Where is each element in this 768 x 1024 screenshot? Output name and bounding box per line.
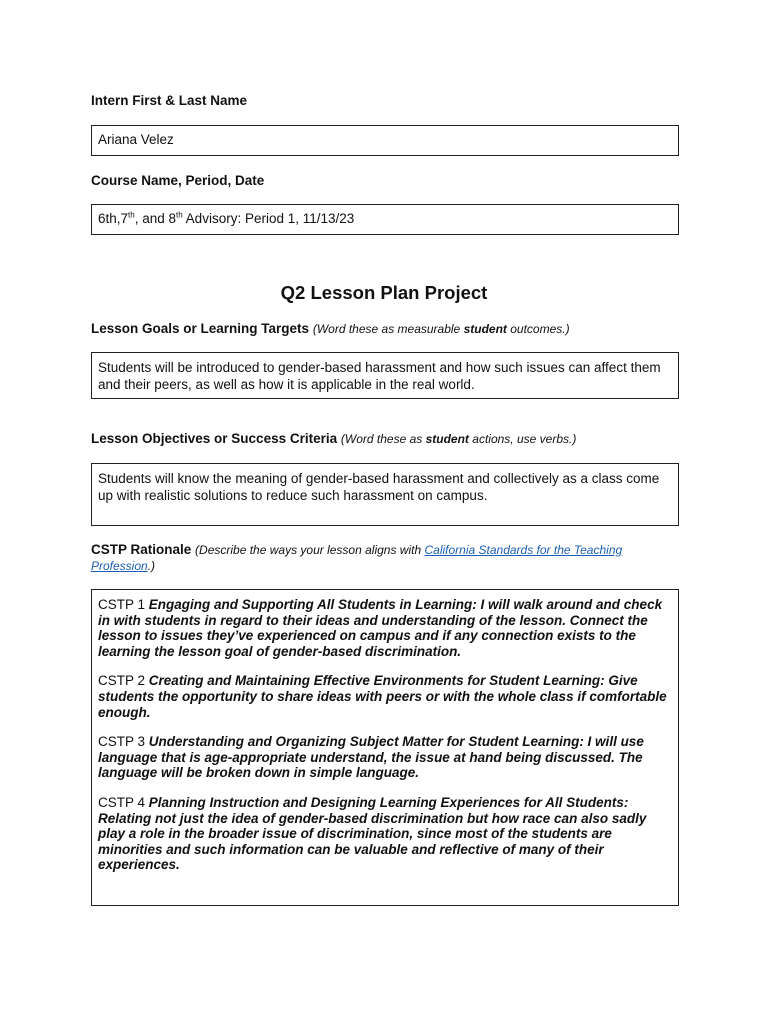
goals-field[interactable] [91, 352, 679, 399]
course-label: Course Name, Period, Date [91, 173, 265, 188]
cstp-item-1: CSTP 1 Engaging and Supporting All Students in Learning: I will walk around and check in with students in regard to their ideas and understanding of the lesson. Connect the lesson to issues they’ve experienced on campus and if any connection exists to the learning the lesson goal of gender-based discrimination. [98, 597, 663, 659]
objectives-value: Students will know the meaning of gender-based harassment and collectively as a class come up with realistic solutions to reduce such harassment on campus. [98, 471, 660, 503]
course-value: 6th,7th, and 8th Advisory: Period 1, 11/13/23 [98, 210, 355, 226]
cstp-item-2: CSTP 2 Creating and Maintaining Effective Environments for Student Learning: Give students the opportunity to share ideas with peers or with the whole class if comfortable enough. [98, 673, 667, 720]
objectives-label: Lesson Objectives or Success Criteria (Word these as student actions, use verbs.) [91, 431, 577, 446]
cstp-field[interactable] [91, 589, 679, 906]
objectives-field[interactable] [91, 463, 679, 526]
goals-value: Students will be introduced to gender-based harassment and how such issues can affect them and their peers, as well as how it is applicable in the real world. [98, 360, 661, 392]
page-title: Q2 Lesson Plan Project [280, 282, 488, 303]
cstp-label: CSTP Rationale (Describe the ways your lesson aligns with California Standards for the Teaching Profession.) [91, 542, 623, 573]
cstp-link[interactable]: California Standards for the Teaching Profession [91, 543, 623, 573]
cstp-item-4: CSTP 4 Planning Instruction and Designing Learning Experiences for All Students: Relating not just the idea of gender-based discrimination but how race can also sadly play a role in the broader issue of discrimination, since most of the students are minorities and such information can be valuable and reflective of many of their experiences. [98, 794, 647, 873]
cstp-item-3: CSTP 3 Understanding and Organizing Subject Matter for Student Learning: I will use language that is age-appropriate understand, the issue at hand being discussed. The language will be broken down in simple language. [98, 734, 644, 781]
intern-name-label: Intern First & Last Name [91, 93, 248, 108]
intern-name-value: Ariana Velez [98, 132, 174, 147]
course-field[interactable] [91, 204, 679, 235]
goals-hint: (Word these as measurable student outcomes.) [312, 322, 570, 336]
cstp-hint: (Describe the ways your lesson aligns with California Standards for the Teaching Profession.) [91, 543, 623, 573]
intern-name-field[interactable] [91, 125, 679, 156]
objectives-hint: (Word these as student actions, use verbs.) [340, 432, 577, 446]
goals-label: Lesson Goals or Learning Targets (Word these as measurable student outcomes.) [91, 321, 570, 336]
